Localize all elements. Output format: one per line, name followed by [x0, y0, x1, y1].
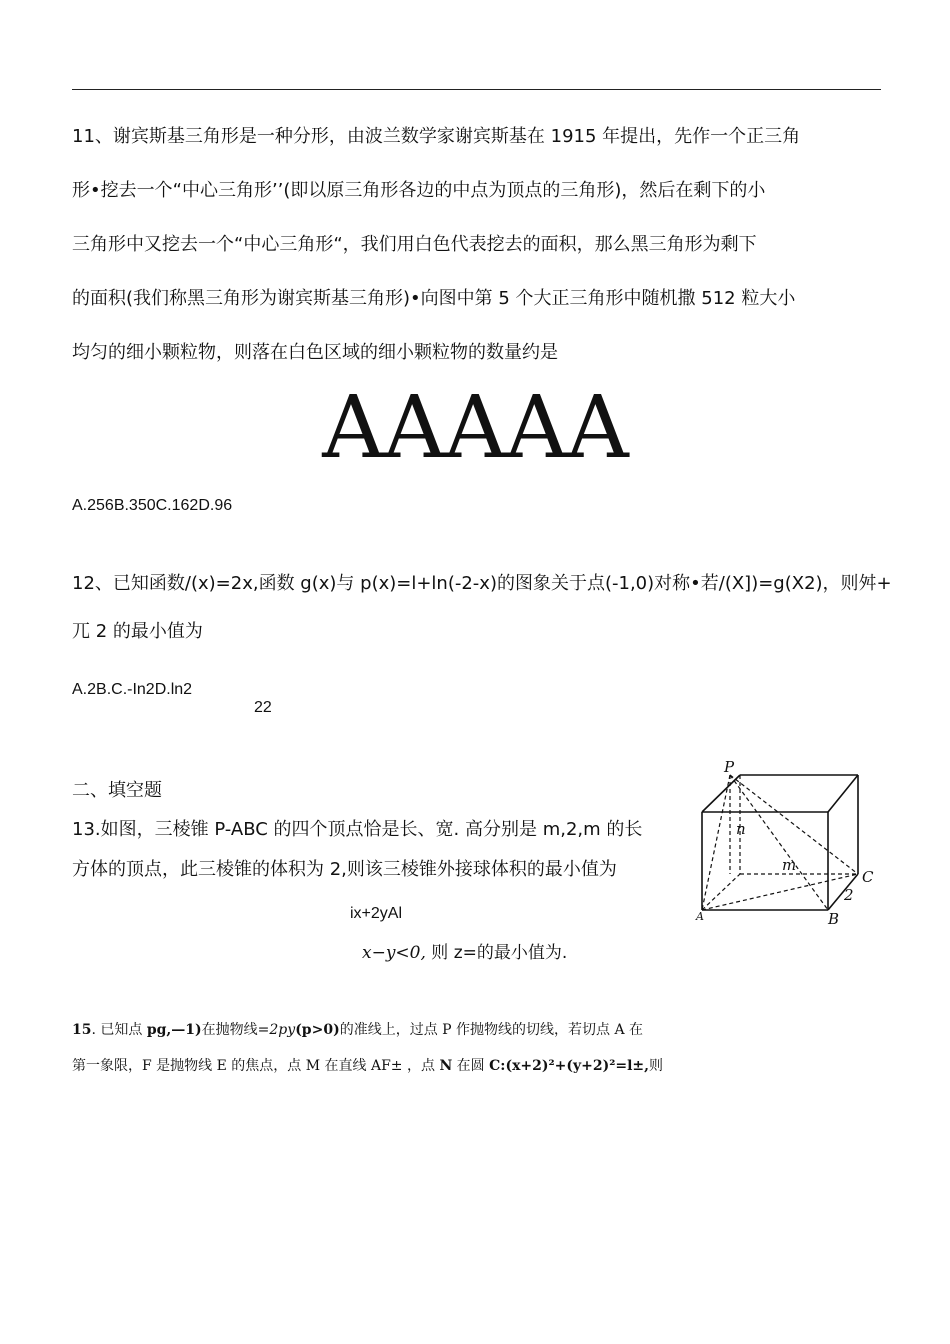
q12-options: A.2B.C.-In2D.ln2: [72, 681, 193, 698]
question-13: [72, 810, 692, 890]
q13-line-2: 方体的顶点，此三棱锥的体积为 2,则该三棱锥外接球体积的最小值为: [72, 859, 617, 880]
question-11: [72, 110, 882, 380]
label-p: P: [724, 758, 735, 776]
label-n: n: [736, 820, 746, 838]
q13-line-1: 13.如图，三棱锥 P-ABC 的四个顶点恰是长、宽. 高分别是 m,2,m 的长: [72, 819, 643, 840]
section-title: 二、填空题: [72, 780, 162, 801]
header-rule: [72, 89, 881, 90]
q14-question-line: [362, 938, 567, 963]
question-15: [72, 1012, 712, 1084]
label-a: A: [696, 910, 704, 923]
q14-math: x−y<0,: [362, 943, 426, 963]
label-b: B: [828, 910, 840, 928]
q12-subscript-note: 22: [254, 699, 272, 716]
question-12: [72, 560, 892, 656]
q11-options: A.256B.350C.162D.96: [72, 497, 233, 514]
cuboid-pyramid-figure: [694, 758, 884, 928]
sierpinski-figure-placeholder: AAAAA: [322, 378, 628, 478]
q11-line-2: 形•挖去一个“中心三角形’’(即以原三角形各边的中点为顶点的三角形)，然后在剩下的小: [72, 180, 766, 201]
label-m: m: [782, 856, 797, 874]
q15-line-1: 15. 已知点 pg,—1)在抛物线=2py(p>0)的准线上，过点 P 作抛物线的切线，若切点 A 在: [72, 1022, 644, 1038]
q14-constraint-line: ix+2yAl: [350, 905, 403, 922]
q14-text: 则 z=的最小值为.: [425, 943, 568, 963]
q15-line-2: 第一象限，F 是抛物线 E 的焦点，点 M 在直线 AF± ，点 N 在圆 C:(x+2)²+(y+2)²=l±,则: [72, 1058, 664, 1074]
q11-line-1: 11、谢宾斯基三角形是一种分形，由波兰数学家谢宾斯基在 1915 年提出，先作一个正三角: [72, 126, 801, 147]
q11-line-3: 三角形中又挖去一个“中心三角形“，我们用白色代表挖去的面积，那么黑三角形为剩下: [72, 234, 757, 255]
q12-line-1: 12、已知函数/(x)=2x,函数 g(x)与 p(x)=l+ln(-2-x)的图象关于点(-1,0)对称•若/(X])=g(X2)，则舛+: [72, 573, 892, 594]
q12-line-2: 兀 2 的最小值为: [72, 621, 203, 642]
label-2: 2: [844, 886, 854, 904]
label-c: C: [862, 868, 874, 886]
q11-line-4: 的面积(我们称黑三角形为谢宾斯基三角形)•向图中第 5 个大正三角形中随机撒 512 粒大小: [72, 288, 796, 309]
q11-line-5: 均匀的细小颗粒物，则落在白色区域的细小颗粒物的数量约是: [72, 342, 558, 363]
